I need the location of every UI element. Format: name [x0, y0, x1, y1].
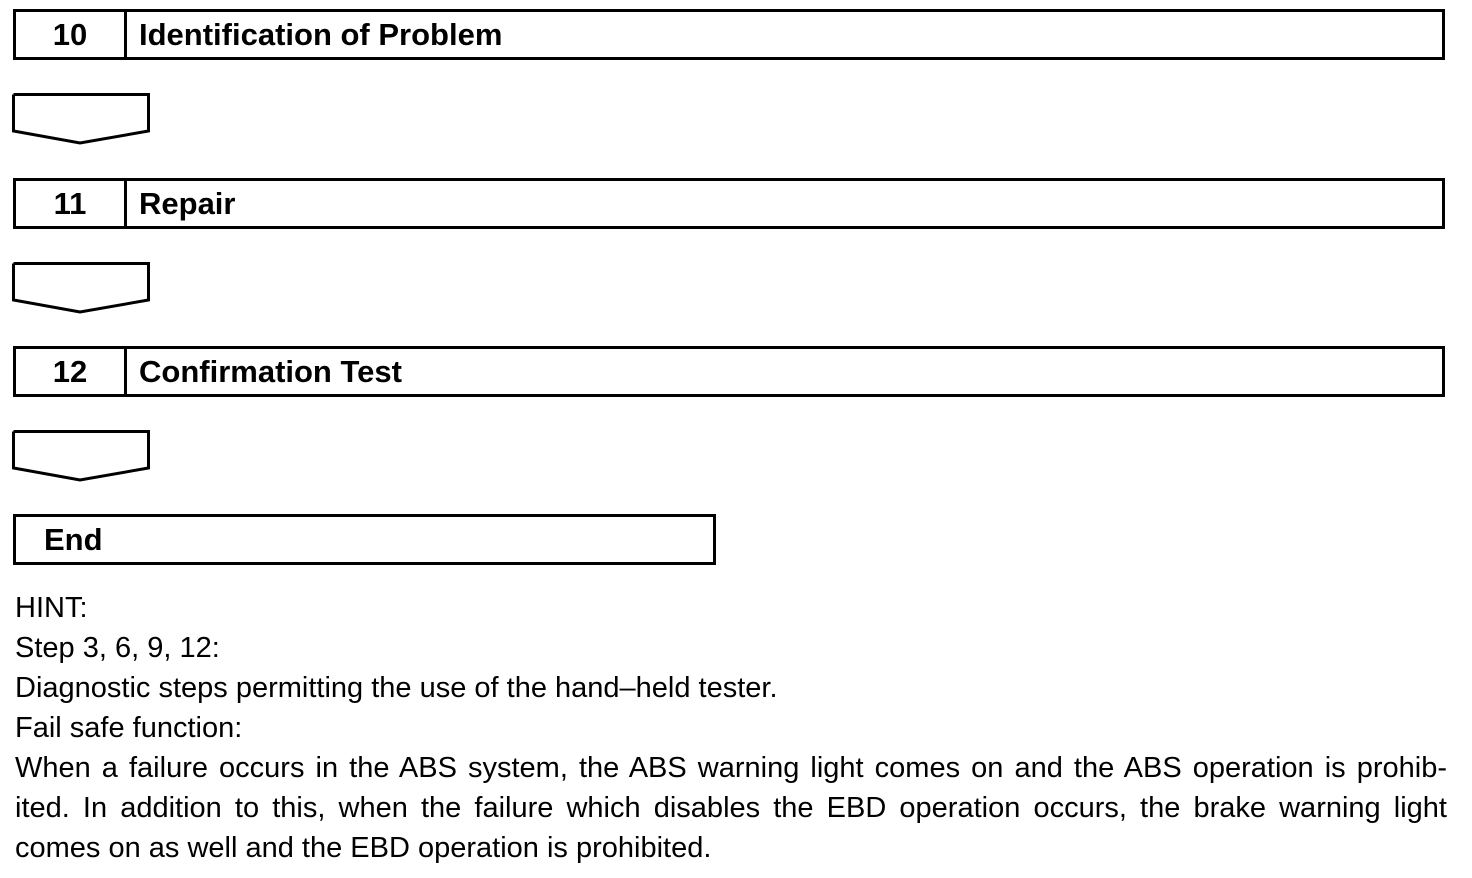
flow-arrow-down-icon [12, 93, 150, 145]
step-box-10 [13, 9, 1445, 60]
hint-heading: HINT: [15, 592, 88, 624]
step-box-12 [13, 346, 1445, 397]
flow-arrow-down-icon [12, 430, 150, 482]
step-title: Confirmation Test [139, 353, 402, 389]
hint-section [15, 588, 1447, 868]
flow-arrow-down-icon [12, 262, 150, 314]
hint-steps-description: Diagnostic steps permitting the use of the hand–held tester. [15, 672, 778, 704]
step-title: Identification of Problem [139, 16, 503, 52]
hint-steps-line: Step 3, 6, 9, 12: [15, 632, 220, 664]
fail-safe-heading: Fail safe function: [15, 712, 243, 744]
step-number: 10 [16, 12, 127, 57]
step-number: 11 [16, 181, 127, 226]
step-box-11 [13, 178, 1445, 229]
fail-safe-text-line-3: comes on as well and the EBD operation is prohibited. [15, 832, 712, 864]
fail-safe-text-line-1: When a failure occurs in the ABS system, the ABS warning light comes on and the ABS operation is prohib- [15, 752, 1447, 784]
step-title: Repair [139, 185, 236, 221]
step-number: 12 [16, 349, 127, 394]
fail-safe-text-line-2: ited. In addition to this, when the failure which disables the EBD operation occurs, the brake warning light [15, 792, 1447, 824]
end-box: End [13, 514, 716, 565]
